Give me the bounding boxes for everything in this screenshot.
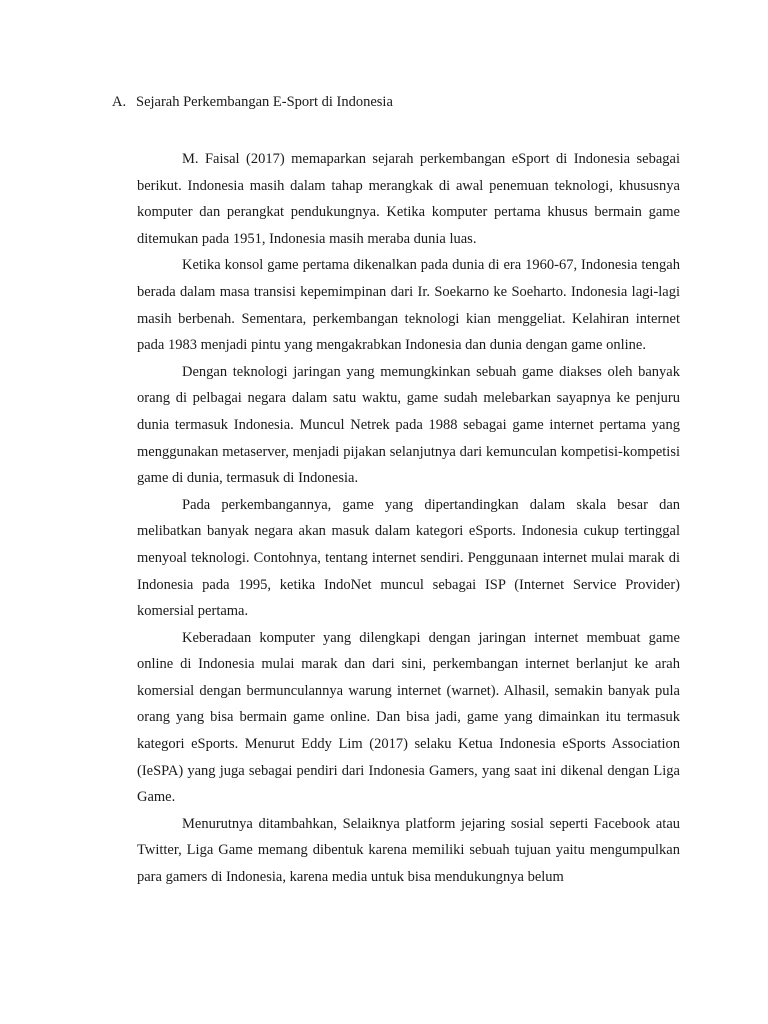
paragraph: Keberadaan komputer yang dilengkapi dengan jaringan internet membuat game online di Indonesia mulai marak dan dari sini, perkembangan internet berlanjut ke arah komersial dengan bermunculannya warung internet (warnet). Alhasil, semakin banyak pula orang yang bisa bermain game online. Dan bisa jadi, game yang dimainkan itu termasuk kategori eSports. Menurut Eddy Lim (2017) selaku Ketua Indonesia eSports Association (IeSPA) yang juga sebagai pendiri dari Indonesia Gamers, yang saat ini dikenal dengan Liga Game.: [137, 629, 680, 806]
paragraph: Dengan teknologi jaringan yang memungkinkan sebuah game diakses oleh banyak orang di pelbagai negara dalam satu waktu, game sudah melebarkan sayapnya ke penjuru dunia termasuk Indonesia. Muncul Netrek pada 1988 sebagai game internet pertama yang menggunakan metaserver, menjadi pijakan selanjutnya dari kemunculan kompetisi-kompetisi game di dunia, termasuk di Indonesia.: [137, 363, 680, 487]
paragraph: M. Faisal (2017) memaparkan sejarah perkembangan eSport di Indonesia sebagai berikut. Indonesia masih dalam tahap merangkak di awal penemuan teknologi, khususnya komputer dan perangkat pendukungnya. Ketika komputer pertama khusus bermain game ditemukan pada 1951, Indonesia masih meraba dunia luas.: [137, 151, 680, 247]
section-marker: A.: [112, 94, 127, 110]
paragraph: Pada perkembangannya, game yang dipertandingkan dalam skala besar dan melibatkan banyak negara akan masuk dalam kategori eSports. Indonesia cukup tertinggal menyoal teknologi. Contohnya, tentang internet sendiri. Penggunaan internet mulai marak di Indonesia pada 1995, ketika IndoNet muncul sebagai ISP (Internet Service Provider) komersial pertama.: [137, 496, 680, 620]
paragraph: Menurutnya ditambahkan, Selaiknya platform jejaring sosial seperti Facebook atau Twitter, Liga Game memang dibentuk karena memiliki sebuah tujuan yaitu mengumpulkan para gamers di Indonesia, karena media untuk bisa mendukungnya belum: [137, 815, 680, 886]
section-title: Sejarah Perkembangan E-Sport di Indonesia: [136, 94, 393, 110]
body-text: [137, 146, 680, 891]
section-heading: [112, 92, 393, 112]
paragraph: Ketika konsol game pertama dikenalkan pada dunia di era 1960-67, Indonesia tengah berada dalam masa transisi kepemimpinan dari Ir. Soekarno ke Soeharto. Indonesia lagi-lagi masih berbenah. Sementara, perkembangan teknologi kian menggeliat. Kelahiran internet pada 1983 menjadi pintu yang mengakrabkan Indonesia dan dunia dengan game online.: [137, 257, 680, 354]
